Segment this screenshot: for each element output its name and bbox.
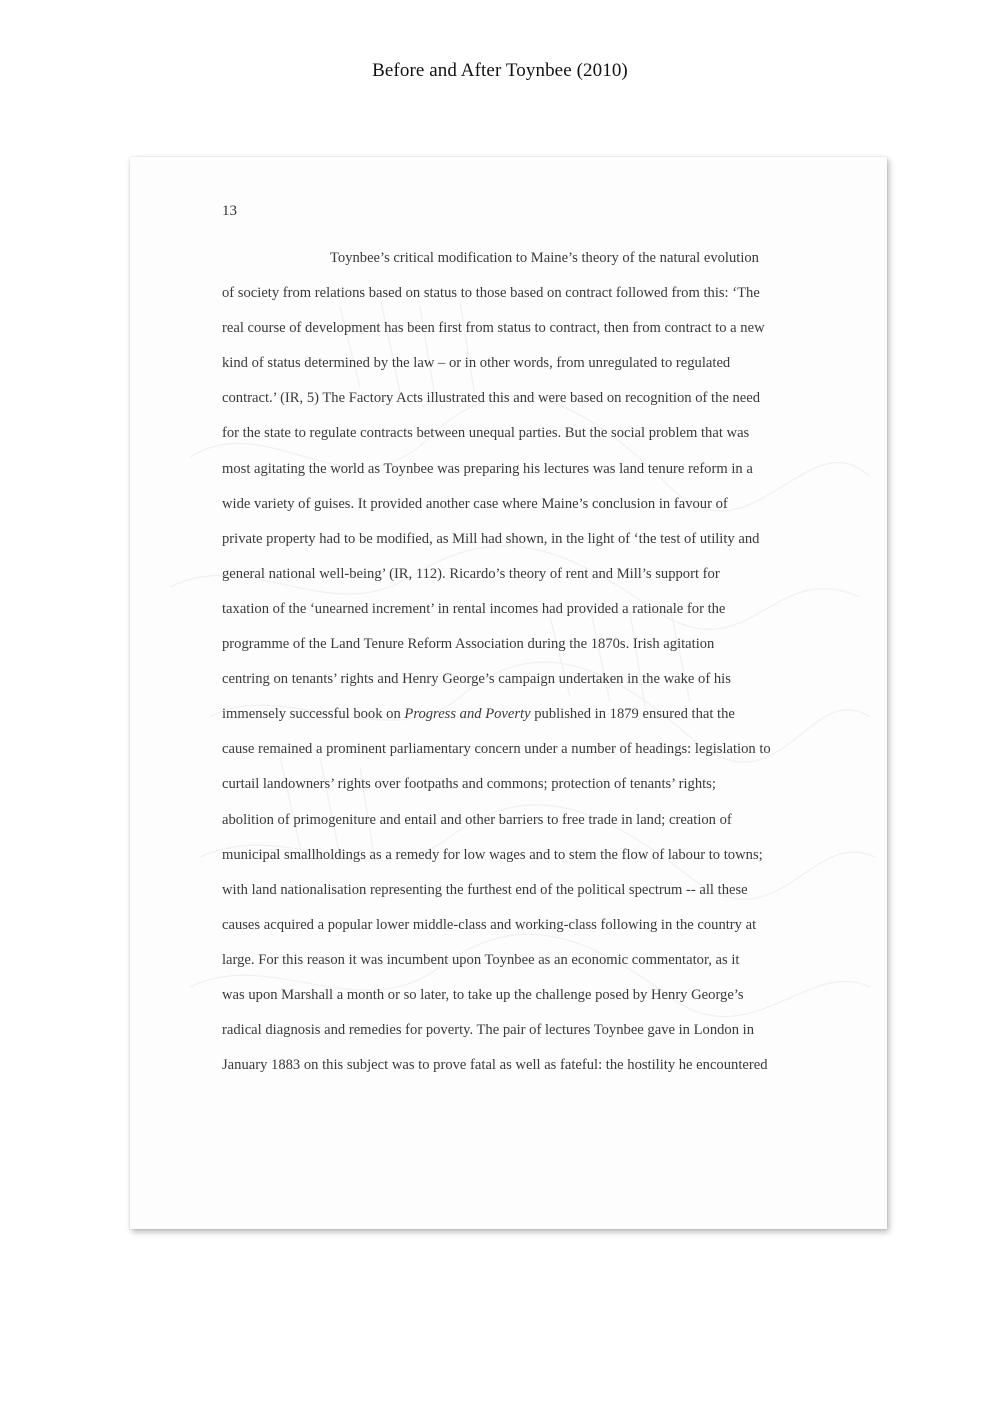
text-line: most agitating the world as Toynbee was preparing his lectures was land tenure reform in a bbox=[222, 460, 753, 477]
text-line: cause remained a prominent parliamentary concern under a number of headings: legislation to bbox=[222, 741, 771, 758]
text-line: abolition of primogeniture and entail and other barriers to free trade in land; creation of bbox=[222, 811, 732, 828]
text-line: contract.’ (IR, 5) The Factory Acts illustrated this and were based on recognition of the need bbox=[222, 390, 761, 407]
manuscript-page bbox=[130, 157, 887, 1229]
text-line: radical diagnosis and remedies for poverty. The pair of lectures Toynbee gave in London in bbox=[222, 1022, 755, 1039]
text-line: general national well-being’ (IR, 112). Ricardo’s theory of rent and Mill’s support for bbox=[222, 565, 720, 582]
text-line: was upon Marshall a month or so later, to take up the challenge posed by Henry George’s bbox=[222, 986, 744, 1003]
text-line: centring on tenants’ rights and Henry George’s campaign undertaken in the wake of his bbox=[222, 671, 731, 688]
text-line: with land nationalisation representing the furthest end of the political spectrum -- all these bbox=[222, 881, 748, 898]
book-title: Progress and Poverty bbox=[404, 706, 531, 723]
text-line: municipal smallholdings as a remedy for low wages and to stem the flow of labour to towns; bbox=[222, 846, 763, 863]
text-line: private property had to be modified, as Mill had shown, in the light of ‘the test of utility and bbox=[222, 530, 760, 547]
text-segment: immensely successful book on bbox=[222, 706, 405, 723]
text-line: of society from relations based on status to those based on contract followed from this: ‘The bbox=[222, 285, 760, 302]
text-line: curtail landowners’ rights over footpaths and commons; protection of tenants’ rights; bbox=[222, 776, 716, 793]
text-line: Toynbee’s critical modification to Maine’s theory of the natural evolution bbox=[330, 250, 759, 266]
text-line: large. For this reason it was incumbent upon Toynbee as an economic commentator, as it bbox=[222, 951, 740, 968]
page-number: 13 bbox=[222, 203, 237, 219]
text-line: kind of status determined by the law – or in other words, from unregulated to regulated bbox=[222, 355, 731, 372]
text-line: wide variety of guises. It provided another case where Maine’s conclusion in favour of bbox=[222, 495, 728, 512]
document-title: Before and After Toynbee (2010) bbox=[372, 60, 628, 81]
text-segment: published in 1879 ensured that the bbox=[530, 706, 735, 723]
text-line: programme of the Land Tenure Reform Association during the 1870s. Irish agitation bbox=[222, 636, 715, 653]
body-text bbox=[222, 241, 822, 1083]
text-line: taxation of the ‘unearned increment’ in rental incomes had provided a rationale for the bbox=[222, 600, 726, 617]
text-line: real course of development has been first from status to contract, then from contract to a new bbox=[222, 320, 765, 337]
text-line: January 1883 on this subject was to prove fatal as well as fateful: the hostility he encountered bbox=[222, 1057, 768, 1074]
text-line-with-book-title bbox=[222, 697, 822, 732]
text-line: for the state to regulate contracts between unequal parties. But the social problem that was bbox=[222, 425, 750, 442]
text-line: causes acquired a popular lower middle-class and working-class following in the country at bbox=[222, 916, 757, 933]
